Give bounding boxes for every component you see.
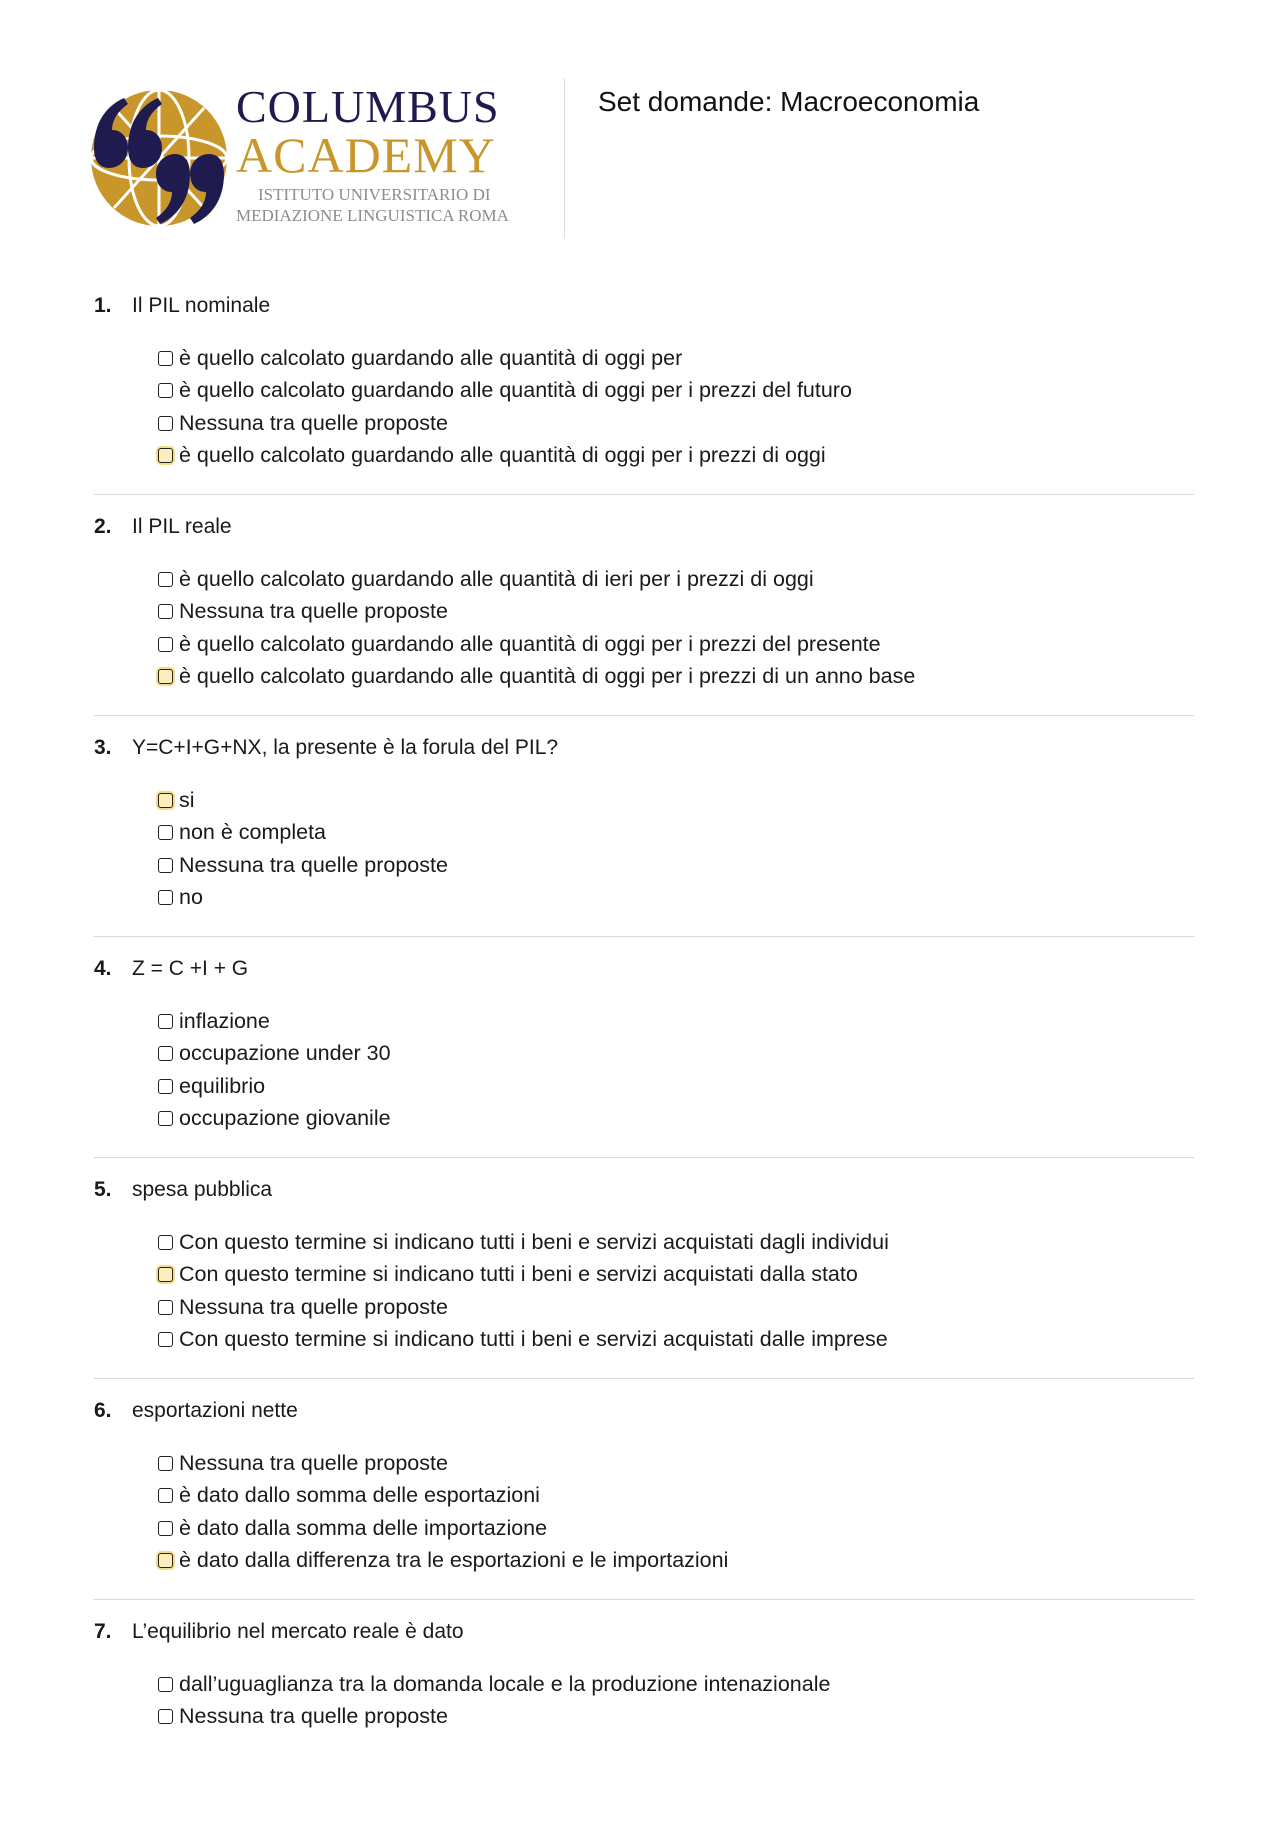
logo-name-line2: ACADEMY (236, 127, 496, 183)
checkbox-icon[interactable] (158, 1235, 173, 1250)
question-header (94, 736, 558, 760)
answer-option[interactable] (158, 1512, 728, 1545)
answer-option-label: è quello calcolato guardando alle quantità di oggi per i prezzi del futuro (179, 378, 852, 403)
answer-option[interactable] (158, 1038, 391, 1071)
checkbox-selected-icon[interactable] (158, 1553, 173, 1568)
answer-option[interactable] (158, 1103, 391, 1136)
checkbox-icon[interactable] (158, 604, 173, 619)
answer-option-label: Nessuna tra quelle proposte (179, 1294, 448, 1319)
question-block (94, 732, 1194, 953)
question-number: 5. (94, 1178, 112, 1201)
question-number: 7. (94, 1620, 112, 1643)
checkbox-selected-icon[interactable] (158, 1267, 173, 1282)
answer-option-label: inflazione (179, 1008, 270, 1033)
answer-option[interactable] (158, 784, 448, 817)
question-text: esportazioni nette (132, 1399, 298, 1422)
question-number: 3. (94, 736, 112, 759)
answer-options (158, 1447, 728, 1577)
answer-option-label: è quello calcolato guardando alle quantità di oggi per i prezzi di un anno base (179, 664, 916, 689)
question-number: 4. (94, 957, 112, 980)
globe-quotes-emblem (84, 78, 234, 238)
answer-option[interactable] (158, 1480, 728, 1513)
answer-option-label: Nessuna tra quelle proposte (179, 852, 448, 877)
answer-option[interactable] (158, 817, 448, 850)
answer-option-label: è dato dalla somma delle importazione (179, 1515, 548, 1540)
checkbox-selected-icon[interactable] (158, 793, 173, 808)
answer-option[interactable] (158, 1005, 391, 1038)
answer-option[interactable] (158, 849, 448, 882)
answer-option[interactable] (158, 1324, 889, 1357)
answer-option-label: si (179, 787, 195, 812)
checkbox-icon[interactable] (158, 1014, 173, 1029)
answer-option-label: Nessuna tra quelle proposte (179, 1704, 448, 1729)
question-number: 2. (94, 515, 112, 538)
question-text: L’equilibrio nel mercato reale è dato (132, 1620, 464, 1643)
answer-options (158, 1226, 889, 1356)
question-text: Il PIL nominale (132, 294, 271, 317)
checkbox-icon[interactable] (158, 1079, 173, 1094)
answer-option[interactable] (158, 407, 852, 440)
answer-option-label: non è completa (179, 820, 327, 845)
checkbox-icon[interactable] (158, 890, 173, 905)
answer-options (158, 342, 852, 472)
question-text: spesa pubblica (132, 1178, 273, 1201)
question-divider (94, 936, 1194, 937)
checkbox-icon[interactable] (158, 1111, 173, 1126)
question-header (94, 957, 248, 981)
page-title: Set domande: Macroeconomia (598, 86, 980, 117)
question-text: Z = C +I + G (132, 957, 249, 980)
question-number: 1. (94, 294, 112, 317)
answer-option[interactable] (158, 1259, 889, 1292)
answer-option-label: dall’uguaglianza tra la domanda locale e la produzione intenazionale (179, 1671, 831, 1696)
question-text: Il PIL reale (132, 515, 232, 538)
question-block (94, 511, 1194, 732)
question-block (94, 953, 1194, 1174)
answer-option-label: Nessuna tra quelle proposte (179, 410, 448, 435)
answer-option[interactable] (158, 1668, 830, 1701)
checkbox-icon[interactable] (158, 1709, 173, 1724)
answer-option-label: Con questo termine si indicano tutti i beni e servizi acquistati dalle imprese (179, 1327, 888, 1352)
question-block (94, 1174, 1194, 1395)
question-header (94, 1620, 464, 1644)
answer-option-label: occupazione giovanile (179, 1106, 391, 1131)
answer-option[interactable] (158, 440, 852, 473)
checkbox-selected-icon[interactable] (158, 669, 173, 684)
answer-option[interactable] (158, 375, 852, 408)
checkbox-icon[interactable] (158, 858, 173, 873)
questions-list (94, 290, 1194, 1837)
answer-option[interactable] (158, 596, 915, 629)
answer-option[interactable] (158, 342, 852, 375)
question-divider (94, 494, 1194, 495)
question-number: 6. (94, 1399, 112, 1422)
checkbox-icon[interactable] (158, 1521, 173, 1536)
logo-subtitle-line1: ISTITUTO UNIVERSITARIO DI (258, 185, 491, 204)
question-text: Y=C+I+G+NX, la presente è la forula del PIL? (132, 736, 559, 759)
question-header (94, 1399, 298, 1423)
question-divider (94, 1157, 1194, 1158)
answer-option[interactable] (158, 1701, 830, 1734)
answer-option[interactable] (158, 563, 915, 596)
checkbox-icon[interactable] (158, 1488, 173, 1503)
checkbox-icon[interactable] (158, 351, 173, 366)
question-divider (94, 1599, 1194, 1600)
answer-option-label: equilibrio (179, 1073, 266, 1098)
answer-option-label: è quello calcolato guardando alle quantità di oggi per (179, 345, 683, 370)
answer-option-label: Nessuna tra quelle proposte (179, 1450, 448, 1475)
checkbox-icon[interactable] (158, 1332, 173, 1347)
answer-option-label: è dato dalla differenza tra le esportazioni e le importazioni (179, 1548, 729, 1573)
answer-option[interactable] (158, 1545, 728, 1578)
answer-option-label: è quello calcolato guardando alle quantità di oggi per i prezzi di oggi (179, 443, 826, 468)
answer-option[interactable] (158, 628, 915, 661)
checkbox-icon[interactable] (158, 1677, 173, 1692)
answer-option[interactable] (158, 661, 915, 694)
answer-options (158, 784, 448, 914)
answer-options (158, 1668, 830, 1733)
checkbox-icon[interactable] (158, 1456, 173, 1471)
question-block (94, 290, 1194, 511)
checkbox-icon[interactable] (158, 416, 173, 431)
checkbox-icon[interactable] (158, 1046, 173, 1061)
answer-option-label: no (179, 885, 203, 910)
answer-option-label: Con questo termine si indicano tutti i beni e servizi acquistati dalla stato (179, 1262, 858, 1287)
checkbox-icon[interactable] (158, 825, 173, 840)
checkbox-icon[interactable] (158, 383, 173, 398)
answer-option[interactable] (158, 882, 448, 915)
question-header (94, 294, 270, 318)
question-block (94, 1616, 1194, 1837)
question-divider (94, 1378, 1194, 1379)
checkbox-icon[interactable] (158, 1300, 173, 1315)
answer-options (158, 1005, 391, 1135)
answer-option-label: è quello calcolato guardando alle quantità di oggi per i prezzi del presente (179, 631, 881, 656)
answer-option[interactable] (158, 1447, 728, 1480)
answer-option[interactable] (158, 1070, 391, 1103)
question-header (94, 1178, 272, 1202)
answer-option-label: è dato dallo somma delle esportazioni (179, 1483, 540, 1508)
logo-name-line1: COLUMBUS (236, 81, 500, 132)
question-block (94, 1395, 1194, 1616)
answer-option-label: occupazione under 30 (179, 1041, 391, 1066)
checkbox-icon[interactable] (158, 637, 173, 652)
answer-option-label: è quello calcolato guardando alle quantità di ieri per i prezzi di oggi (179, 566, 814, 591)
checkbox-icon[interactable] (158, 572, 173, 587)
answer-option[interactable] (158, 1226, 889, 1259)
columbus-academy-logo (84, 78, 534, 238)
answer-option-label: Nessuna tra quelle proposte (179, 599, 448, 624)
header-divider (564, 78, 565, 238)
page-header (84, 78, 1196, 238)
answer-option-label: Con questo termine si indicano tutti i beni e servizi acquistati dagli individui (179, 1229, 889, 1254)
question-divider (94, 715, 1194, 716)
answer-option[interactable] (158, 1291, 889, 1324)
logo-subtitle-line2: MEDIAZIONE LINGUISTICA ROMA (236, 206, 509, 225)
answer-options (158, 563, 915, 693)
checkbox-selected-icon[interactable] (158, 448, 173, 463)
question-header (94, 515, 232, 539)
